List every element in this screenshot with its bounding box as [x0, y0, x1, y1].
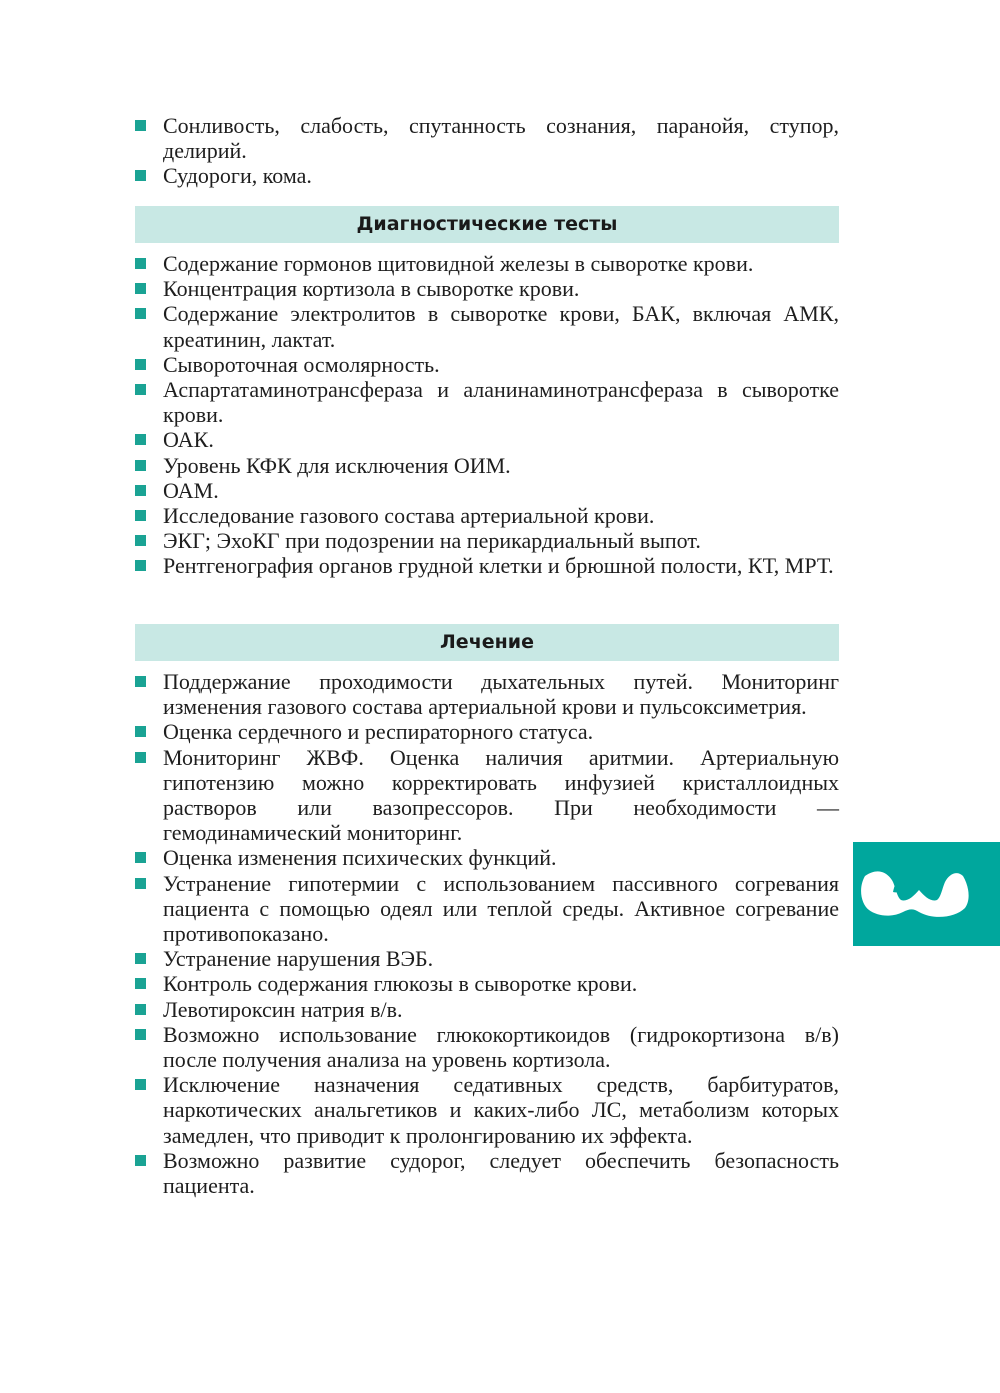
- bullet-icon: [135, 560, 146, 571]
- list-item: [0, 453, 839, 478]
- treatment-section: [0, 669, 1000, 1198]
- list-item: [0, 719, 839, 744]
- intro-section: [0, 113, 1000, 189]
- list-item-text: ЭКГ; ЭхоКГ при подозрении на перикардиальный выпот.: [163, 528, 701, 554]
- list-item: [0, 276, 839, 301]
- list-item-text: Устранение нарушения ВЭБ.: [163, 946, 434, 972]
- diagnostics-header: Диагностические тесты: [135, 206, 839, 243]
- list-item: [0, 503, 839, 528]
- diagnostics-section: [0, 251, 1000, 579]
- bullet-icon: [135, 283, 146, 294]
- bullet-icon: [135, 1029, 146, 1040]
- bullet-icon: [135, 676, 146, 687]
- list-item-text: Содержание электролитов в сыворотке крови, БАК, включая АМК, креатинин, лактат.: [163, 301, 839, 352]
- list-item-text: Сонливость, слабость, спутанность сознания, паранойя, ступор, делирий.: [163, 113, 839, 164]
- list-item-text: Исследование газового состава артериальной крови.: [163, 503, 655, 529]
- list-item: [0, 163, 839, 188]
- list-item: [0, 971, 839, 996]
- bullet-icon: [135, 1155, 146, 1166]
- list-item: [0, 1148, 839, 1198]
- bullet-icon: [135, 953, 146, 964]
- list-item: [0, 871, 839, 947]
- list-item: [0, 669, 839, 719]
- list-item-text: Рентгенография органов грудной клетки и брюшной полости, КТ, МРТ.: [163, 553, 834, 579]
- list-item: [0, 301, 839, 351]
- list-item: [0, 946, 839, 971]
- list-item: [0, 377, 839, 427]
- bullet-icon: [135, 726, 146, 737]
- list-item: [0, 745, 839, 846]
- intro-list: [0, 113, 1000, 189]
- bullet-icon: [135, 1004, 146, 1015]
- list-item: [0, 1072, 839, 1148]
- list-item: [0, 113, 839, 163]
- list-item-text: Мониторинг ЖВФ. Оценка наличия аритмии. Артериальную гипотензию можно корректировать инфузией кристаллоидных растворов или вазопрессоров. При необходимости — гемодинамический мониторинг.: [163, 744, 839, 846]
- bullet-icon: [135, 434, 146, 445]
- list-item: [0, 478, 839, 503]
- thyroid-gland-icon: [853, 842, 1000, 946]
- list-item-text: Судороги, кома.: [163, 163, 312, 189]
- bullet-icon: [135, 1079, 146, 1090]
- bullet-icon: [135, 752, 146, 763]
- treatment-list: [0, 669, 1000, 1198]
- list-item-text: Оценка сердечного и респираторного статуса.: [163, 719, 594, 745]
- list-item-text: ОАК.: [163, 427, 214, 453]
- list-item: [0, 1022, 839, 1072]
- list-item-text: Левотироксин натрия в/в.: [163, 996, 403, 1022]
- list-item: [0, 427, 839, 452]
- bullet-icon: [135, 852, 146, 863]
- bullet-icon: [135, 384, 146, 395]
- bullet-icon: [135, 485, 146, 496]
- bullet-icon: [135, 258, 146, 269]
- list-item: [0, 553, 839, 578]
- list-item-text: Возможно использование глюкокортикоидов (гидрокортизона в/в) после получения анализа на уровень кортизола.: [163, 1021, 839, 1073]
- bullet-icon: [135, 460, 146, 471]
- list-item-text: Исключение назначения седативных средств, барбитуратов, наркотических анальгетиков и каких-либо ЛС, метаболизм которых замедлен, что приводит к пролонгированию их эффекта.: [163, 1072, 839, 1148]
- bullet-icon: [135, 978, 146, 989]
- bullet-icon: [135, 878, 146, 889]
- chapter-side-tab: [853, 842, 1000, 946]
- treatment-header: Лечение: [135, 624, 839, 661]
- list-item-text: Возможно развитие судорог, следует обеспечить безопасность пациента.: [163, 1147, 839, 1199]
- list-item-text: Содержание гормонов щитовидной железы в сыворотке крови.: [163, 251, 754, 276]
- diagnostics-list: [0, 251, 1000, 579]
- bullet-icon: [135, 120, 146, 131]
- list-item-text: Аспартатаминотрансфераза и аланинаминотрансфераза в сыворотке крови.: [163, 377, 839, 428]
- list-item-text: Контроль содержания глюкозы в сыворотке крови.: [163, 971, 638, 997]
- list-item-text: Устранение гипотермии с использованием пассивного согревания пациента с помощью одеял или теплой среды. Активное согревание противопоказано.: [163, 870, 839, 947]
- list-item: [0, 251, 839, 276]
- bullet-icon: [135, 359, 146, 370]
- list-item-text: Сывороточная осмолярность.: [163, 351, 440, 377]
- list-item: [0, 352, 839, 377]
- list-item-text: Поддержание проходимости дыхательных путей. Мониторинг изменения газового состава артериальной крови и пульсоксиметрия.: [163, 669, 839, 720]
- list-item-text: Уровень КФК для исключения ОИМ.: [163, 452, 511, 478]
- bullet-icon: [135, 308, 146, 319]
- list-item: [0, 997, 839, 1022]
- list-item: [0, 845, 839, 870]
- bullet-icon: [135, 510, 146, 521]
- bullet-icon: [135, 535, 146, 546]
- bullet-icon: [135, 170, 146, 181]
- list-item: [0, 528, 839, 553]
- list-item-text: Оценка изменения психических функций.: [163, 845, 557, 871]
- list-item-text: Концентрация кортизола в сыворотке крови.: [163, 276, 580, 302]
- list-item-text: ОАМ.: [163, 477, 219, 503]
